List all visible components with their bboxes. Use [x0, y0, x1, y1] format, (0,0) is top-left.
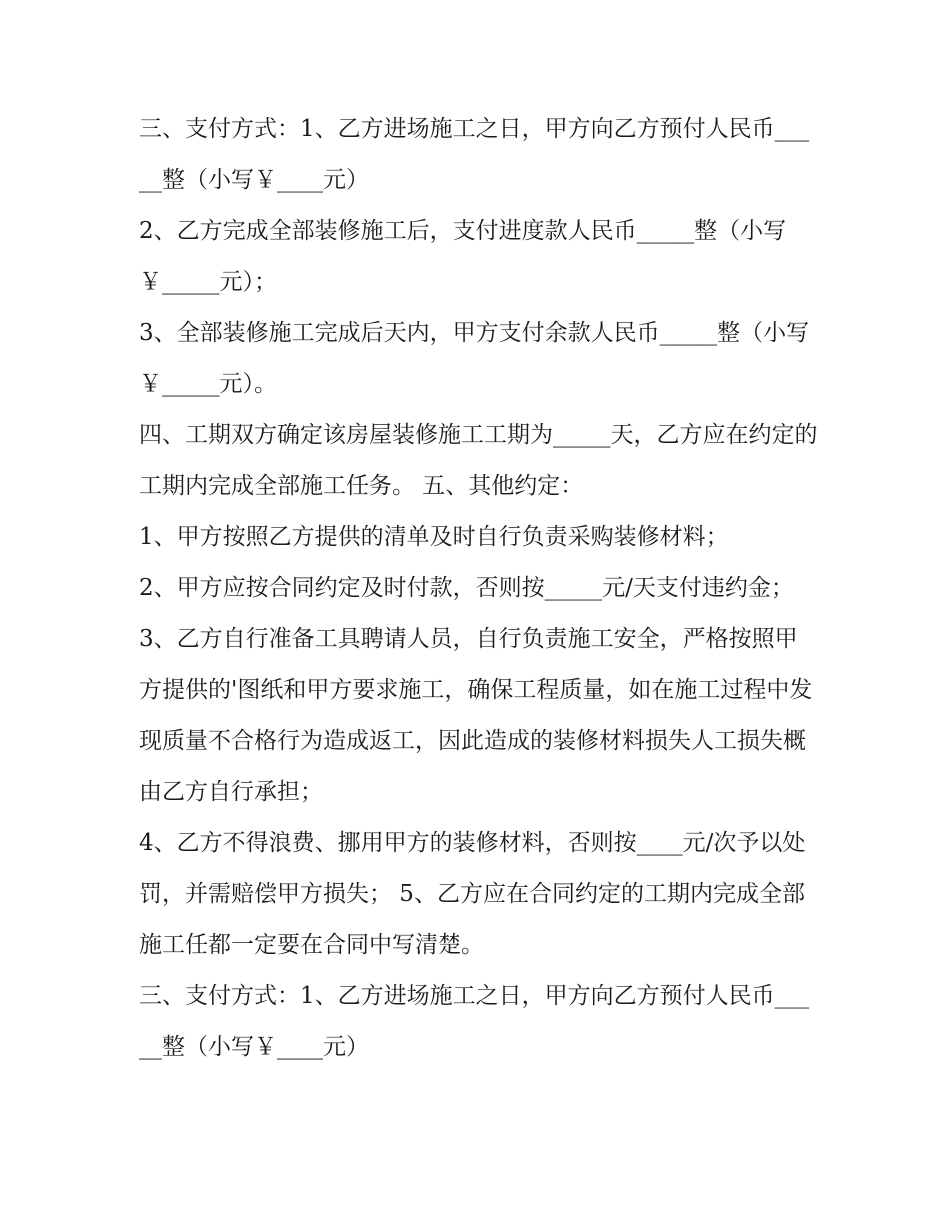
paragraph-late-payment-penalty: 2、甲方应按合同约定及时付款，否则按_____元/天支付违约金；: [139, 575, 794, 601]
paragraph-construction-safety: 3、乙方自行准备工具聘请人员，自行负责施工安全，严格按照甲方提供的'图纸和甲方要求施工，确保工程质量，如在施工过程中发现质量不合格行为造成返工，因此造成的装修材料损失人工损失概由乙方自行承担；: [139, 626, 813, 805]
paragraph-final-payment: 3、全部装修施工完成后天内，甲方支付余款人民币_____整（小写￥_____元）。: [139, 320, 810, 397]
document-body: [139, 104, 819, 1073]
paragraph-progress-payment: 2、乙方完成全部装修施工后，支付进度款人民币_____整（小写￥_____元）；: [139, 218, 787, 295]
paragraph-payment-method: 三、支付方式：1、乙方进场施工之日，甲方向乙方预付人民币_____整（小写￥____元）: [139, 116, 810, 193]
paragraph-construction-period: 四、工期双方确定该房屋装修施工工期为_____天，乙方应在约定的工期内完成全部施工任务。 五、其他约定：: [139, 422, 818, 499]
paragraph-payment-method-repeat: 三、支付方式：1、乙方进场施工之日，甲方向乙方预付人民币_____整（小写￥____元）: [139, 983, 810, 1060]
paragraph-material-waste-penalty: 4、乙方不得浪费、挪用甲方的装修材料，否则按____元/次予以处罚，并需赔偿甲方损失； 5、乙方应在合同约定的工期内完成全部施工任都一定要在合同中写清楚。: [139, 830, 806, 958]
paragraph-material-purchase: 1、甲方按照乙方提供的清单及时自行负责采购装修材料；: [139, 524, 729, 550]
